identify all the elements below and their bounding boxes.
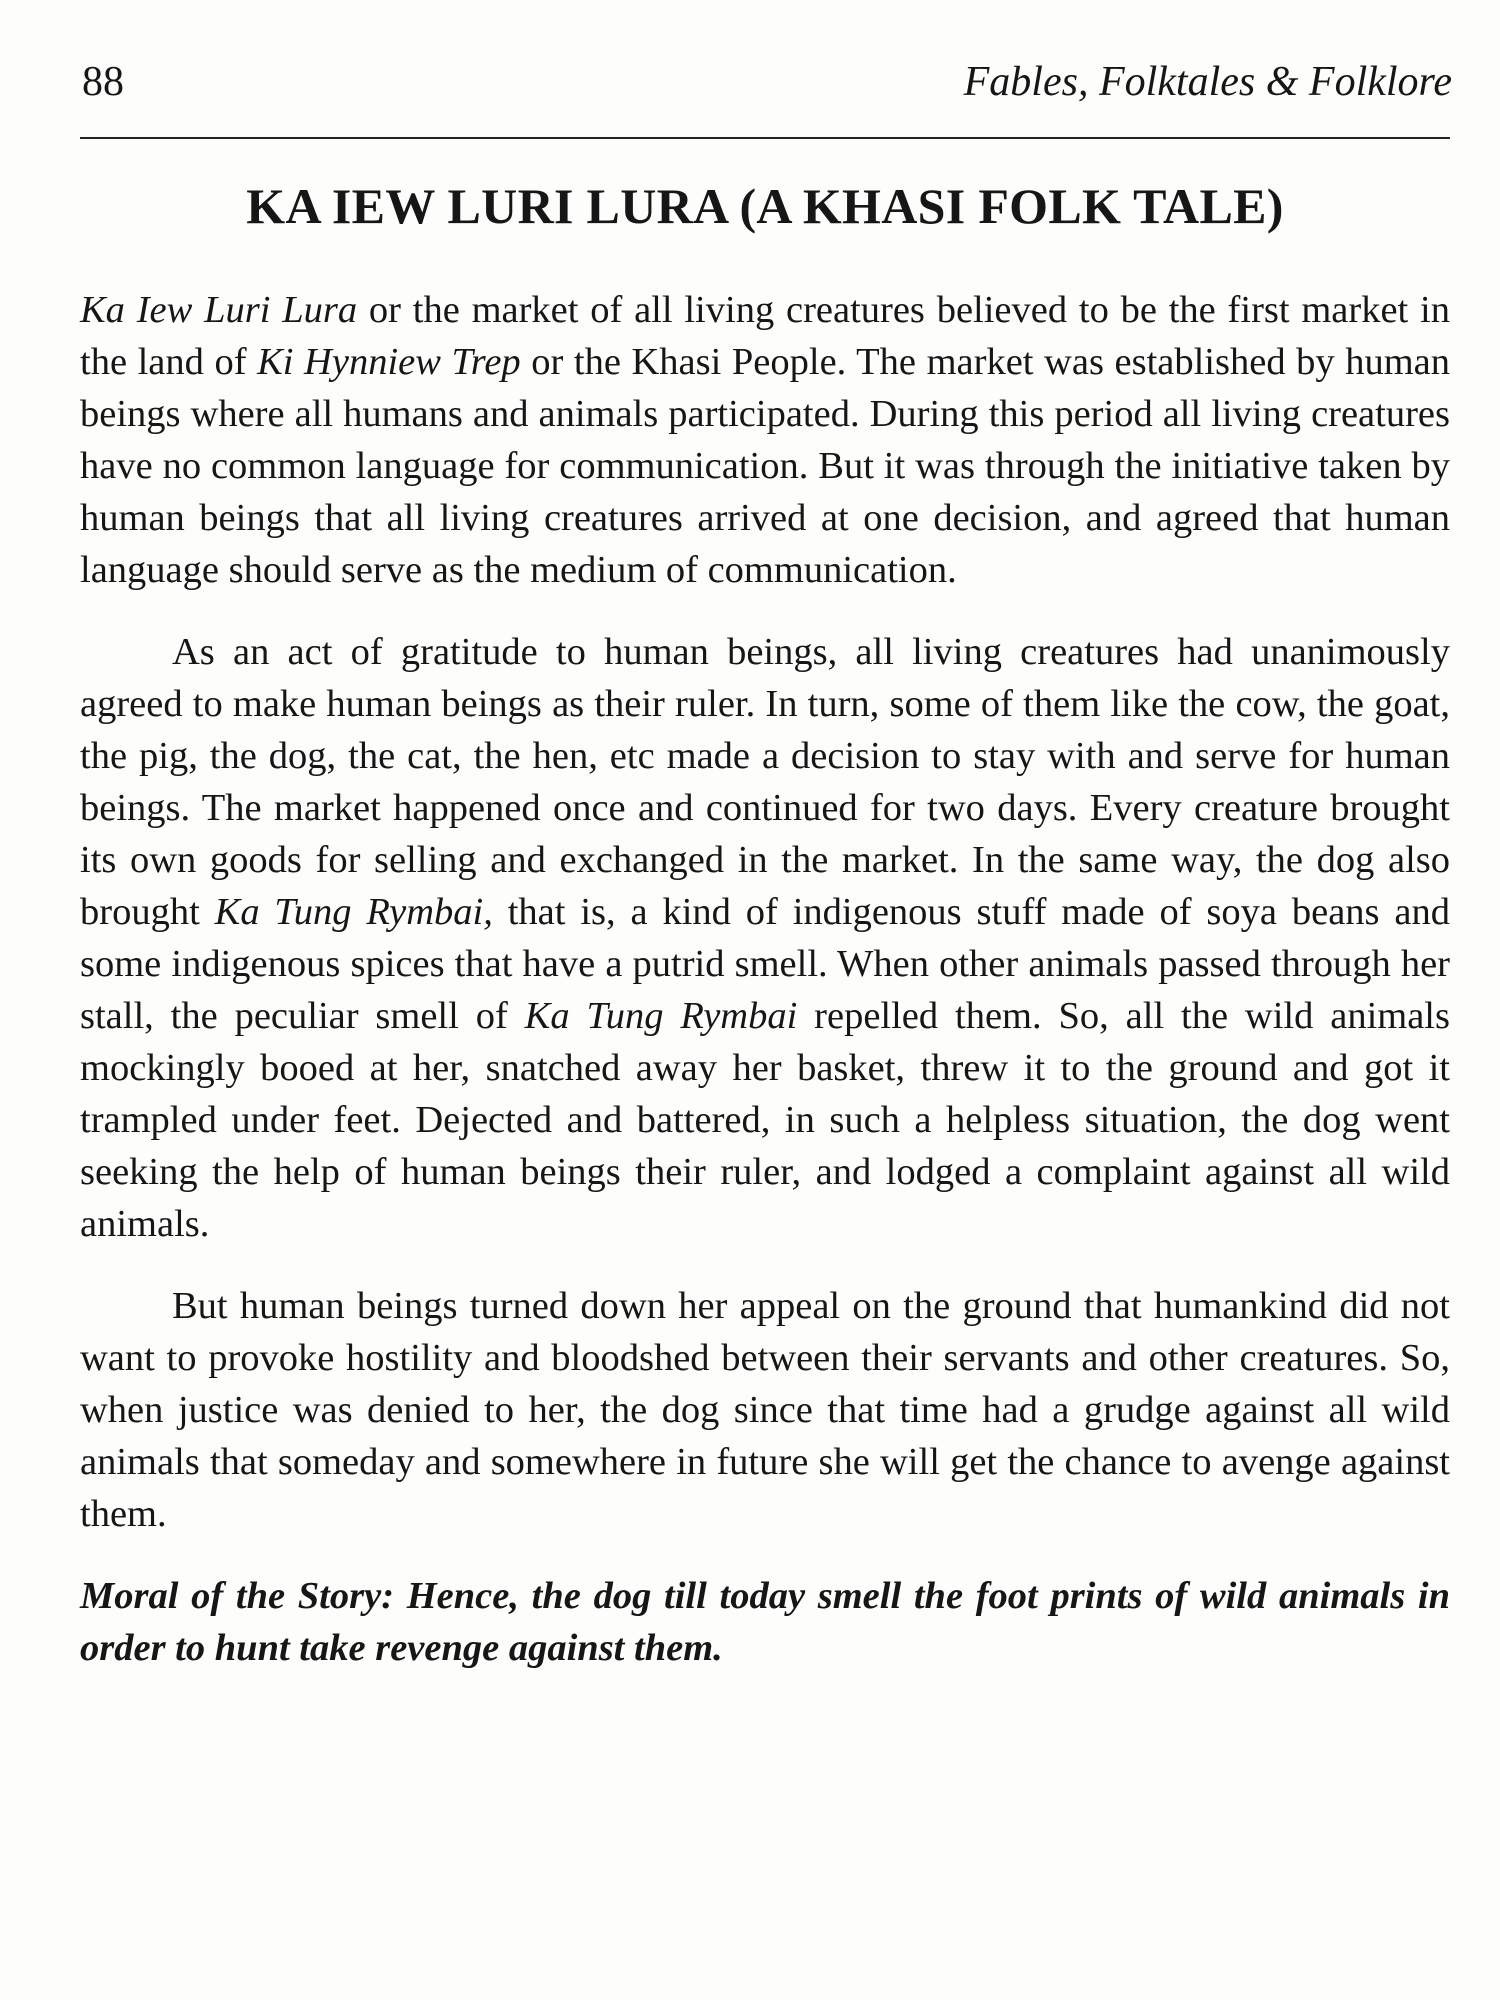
paragraph-1-span-3: Ki Hynniew Trep [257, 341, 521, 383]
paragraph-2-span-2: Ka Tung Rymbai, [214, 891, 493, 933]
paragraph-2 [80, 626, 1450, 1250]
paragraph-2-span-5: repelled them. So, all the wild animals mockingly booed at her, snatched away her basket, threw it to the ground and got it trampled under feet. Dejected and battered, in such a helpless situation, the dog went seeking the help of human beings their ruler, and lodged a complaint against all wild animals. [80, 995, 1450, 1245]
moral-of-story: Moral of the Story: Hence, the dog till today smell the foot prints of wild animals in order to hunt take revenge against them. [80, 1575, 1450, 1669]
paragraph-1-span-2: or the market of all living creatures believed to be the first market in the land of [80, 289, 1450, 383]
paragraph-3 [80, 1280, 1450, 1540]
paragraph-2-span-1: As an act of gratitude to human beings, all living creatures had unanimously agreed to make human beings as their ruler. In turn, some of them like the cow, the goat, the pig, the dog, the cat, the hen, etc made a decision to stay with and serve for human beings. The market happened once and continued for two days. Every creature brought its own goods for selling and exchanged in the market. In the same way, the dog also brought [80, 631, 1450, 933]
paragraph-1 [80, 284, 1450, 596]
story-title: KA IEW LURI LURA (A KHASI FOLK TALE) [246, 178, 1284, 234]
story-body [80, 284, 1450, 1674]
page-header [82, 52, 1452, 112]
paragraph-3-span-1: But human beings turned down her appeal on the ground that humankind did not want to provoke hostility and bloodshed between their servants and other creatures. So, when justice was denied to her, the dog since that time had a grudge against all wild animals that someday and somewhere in future she will get the chance to avenge against them. [80, 1285, 1450, 1535]
paragraph-1-span-4: or the Khasi People. The market was established by human beings where all humans and animals participated. During this period all living creatures have no common language for communication. But it was through the initiative taken by human beings that all living creatures arrived at one decision, and agreed that human language should serve as the medium of communication. [80, 341, 1450, 591]
paragraph-2-span-3: that is, a kind of indigenous stuff made of soya beans and some indigenous spices that have a putrid smell. When other animals passed through her stall, the peculiar smell of [80, 891, 1450, 1037]
paragraph-1-span-1: Ka Iew Luri Lura [80, 289, 358, 331]
page-number: 88 [82, 59, 124, 105]
header-rule [80, 137, 1450, 139]
running-title: Fables, Folktales & Folklore [963, 59, 1452, 105]
paragraph-2-span-4: Ka Tung Rymbai [524, 995, 798, 1037]
